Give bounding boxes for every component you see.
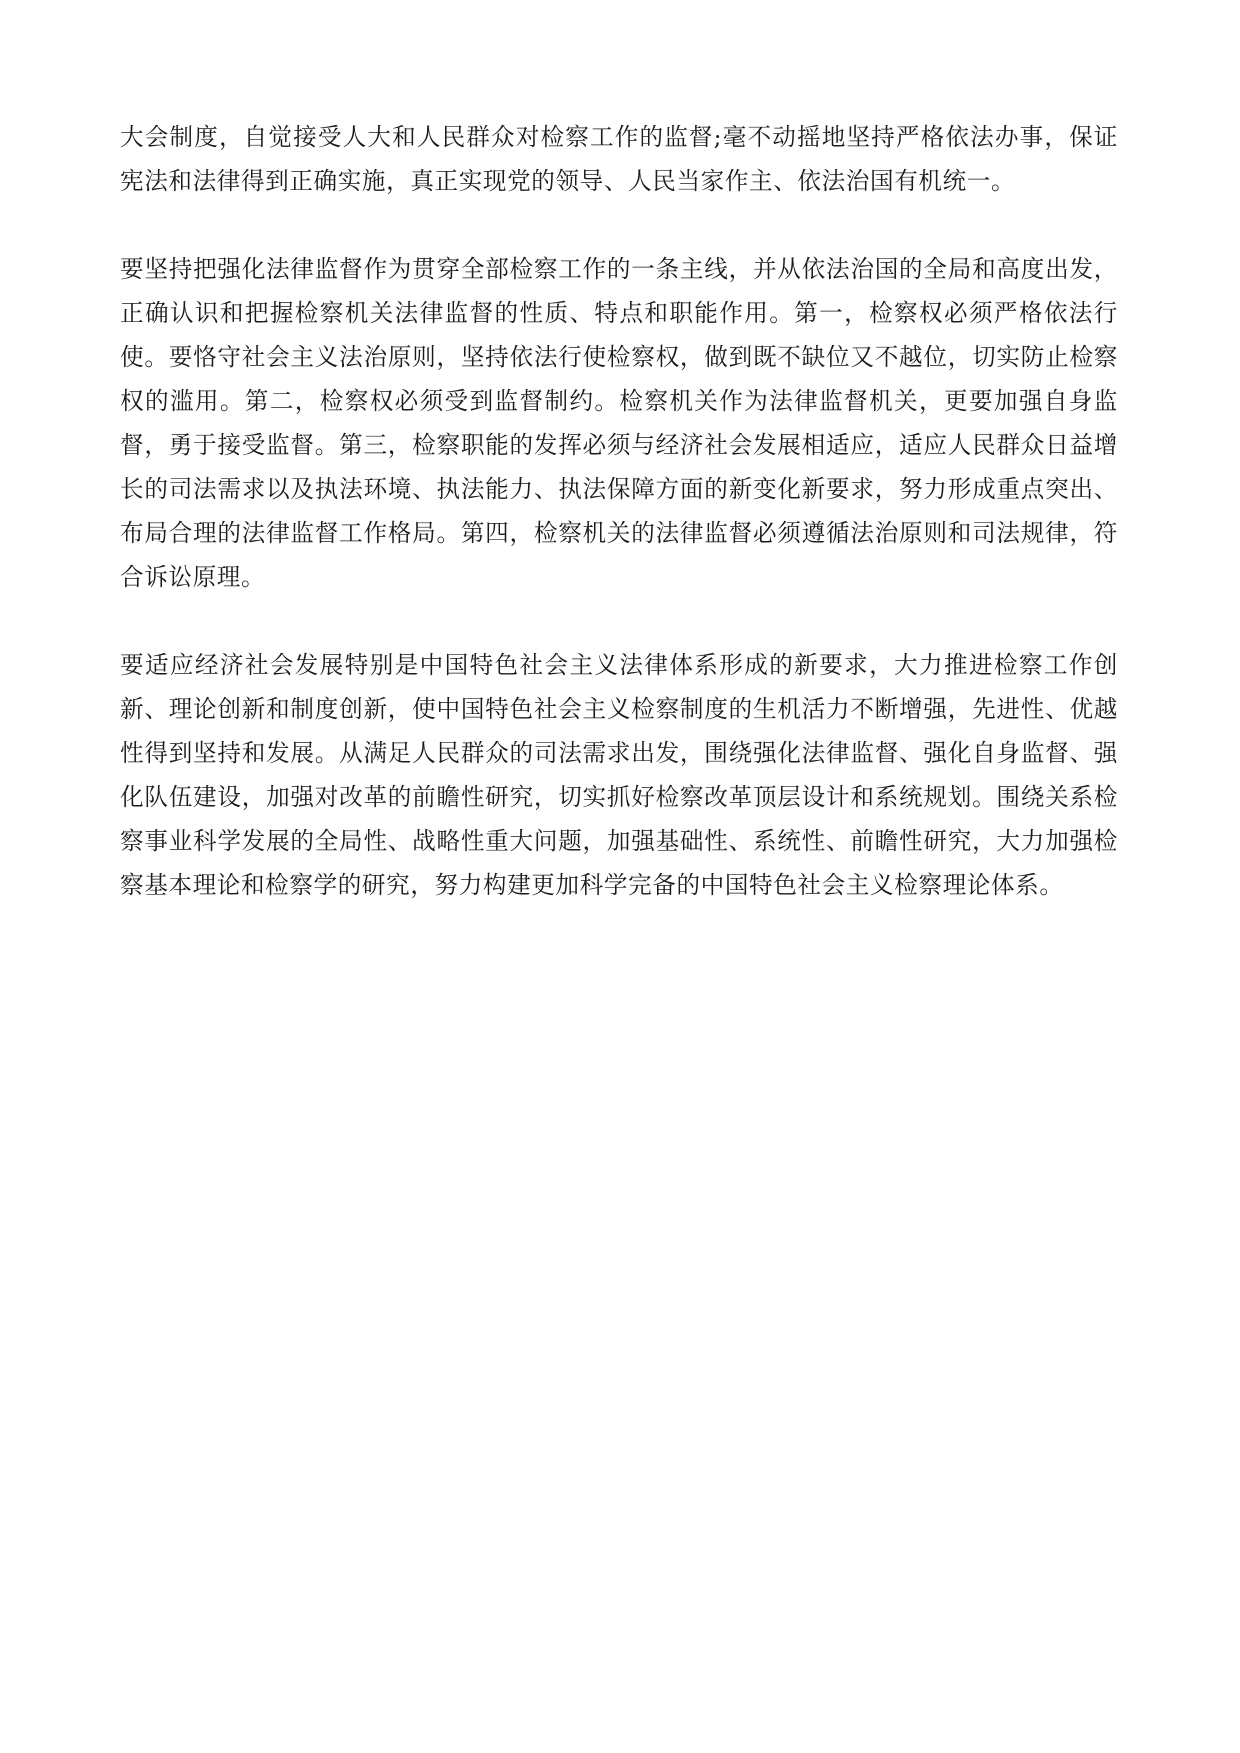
paragraph-3: 要适应经济社会发展特别是中国特色社会主义法律体系形成的新要求，大力推进检察工作创新、理论创新和制度创新，使中国特色社会主义检察制度的生机活力不断增强，先进性、优越性得到坚持和发展。从满足人民群众的司法需求出发，围绕强化法律监督、强化自身监督、强化队伍建设，加强对改革的前瞻性研究，切实抓好检察改革顶层设计和系统规划。围绕关系检察事业科学发展的全局性、战略性重大问题，加强基础性、系统性、前瞻性研究，大力加强检察基本理论和检察学的研究，努力构建更加科学完备的中国特色社会主义检察理论体系。 [120, 651, 1118, 899]
paragraph-1: 大会制度，自觉接受人大和人民群众对检察工作的监督;毫不动摇地坚持严格依法办事，保证宪法和法律得到正确实施，真正实现党的领导、人民当家作主、依法治国有机统一。 [120, 123, 1118, 195]
paragraph-2: 要坚持把强化法律监督作为贯穿全部检察工作的一条主线，并从依法治国的全局和高度出发，正确认识和把握检察机关法律监督的性质、特点和职能作用。第一，检察权必须严格依法行使。要恪守社会主义法治原则，坚持依法行使检察权，做到既不缺位又不越位，切实防止检察权的滥用。第二，检察权必须受到监督制约。检察机关作为法律监督机关，更要加强自身监督，勇于接受监督。第三，检察职能的发挥必须与经济社会发展相适应，适应人民群众日益增长的司法需求以及执法环境、执法能力、执法保障方面的新变化新要求，努力形成重点突出、布局合理的法律监督工作格局。第四，检察机关的法律监督必须遵循法治原则和司法规律，符合诉讼原理。 [120, 255, 1118, 591]
document-body [120, 115, 1118, 907]
